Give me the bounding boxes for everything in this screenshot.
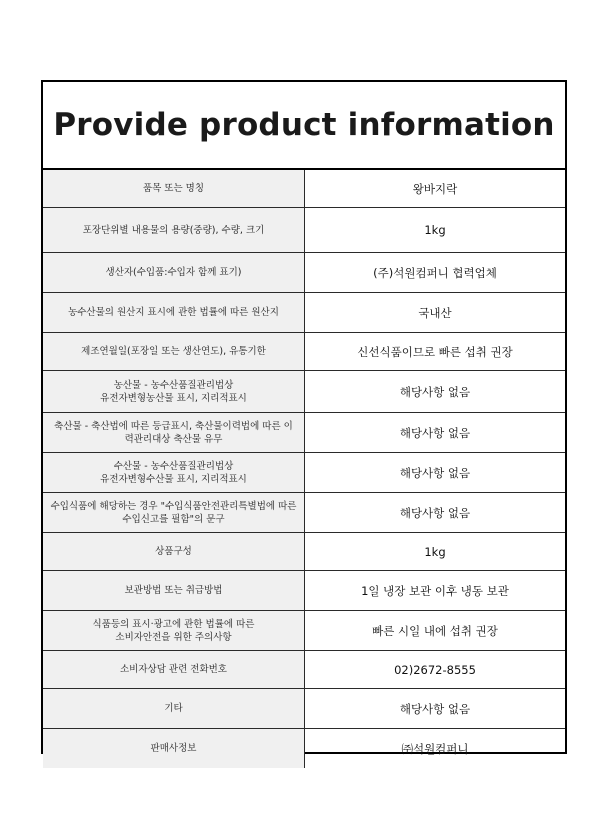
table-row — [43, 333, 565, 371]
row-value: 해당사항 없음 — [399, 701, 471, 716]
row-label-cell — [43, 533, 305, 570]
row-label-line: 수입식품에 해당하는 경우 "수입식품안전관리특별법에 따른 — [50, 500, 297, 512]
row-label-line: 수입신고를 필함"의 문구 — [122, 513, 225, 525]
table-row — [43, 729, 565, 768]
table-row — [43, 208, 565, 253]
row-label-cell — [43, 689, 305, 728]
row-label — [125, 584, 223, 597]
row-label — [54, 420, 293, 446]
row-label-line: 제조연월일(포장일 또는 생산연도), 유통기한 — [81, 346, 266, 357]
row-value: 해당사항 없음 — [399, 465, 471, 480]
row-label-cell — [43, 293, 305, 332]
row-value: 1일 냉장 보관 이후 냉동 보관 — [361, 583, 509, 598]
row-label — [81, 345, 266, 358]
row-label — [83, 224, 265, 237]
table-row — [43, 371, 565, 413]
row-label — [51, 500, 297, 526]
row-label-line: 상품구성 — [155, 546, 192, 557]
page-title: Provide product information — [53, 107, 555, 143]
row-value: 1kg — [424, 544, 446, 559]
product-info-sheet — [41, 80, 567, 754]
row-value: 빠른 시일 내에 섭취 권장 — [372, 623, 498, 638]
row-value: 왕바지락 — [412, 181, 458, 196]
table-row — [43, 453, 565, 493]
row-label — [151, 742, 197, 755]
row-label-line: 기타 — [164, 703, 183, 714]
row-label — [155, 545, 192, 558]
row-value: 해당사항 없음 — [399, 384, 471, 399]
table-row — [43, 293, 565, 333]
row-label-cell — [43, 253, 305, 292]
table-row — [43, 493, 565, 533]
table-row — [43, 651, 565, 689]
table-row — [43, 533, 565, 571]
row-label-line: 포장단위별 내용물의 용량(중량), 수량, 크기 — [82, 224, 265, 236]
row-label-line: 소비자상담 관련 전화번호 — [120, 664, 227, 675]
info-table — [43, 170, 565, 768]
row-label-line: 수산물 - 농수산품질관리법상 — [113, 460, 234, 472]
row-value: 신선식품이므로 빠른 섭취 권장 — [357, 344, 513, 359]
row-label-line: 농수산물의 원산지 표시에 관한 법률에 따른 원산지 — [68, 307, 279, 318]
row-label — [164, 702, 182, 715]
row-label — [93, 618, 255, 644]
row-label-cell — [43, 371, 305, 412]
row-label-line: 유전자변형농산물 표시, 지리적표시 — [100, 392, 247, 404]
row-value: 해당사항 없음 — [399, 505, 471, 520]
row-value: 02)2672-8555 — [394, 662, 476, 677]
table-row — [43, 611, 565, 651]
row-label-line: 판매사정보 — [150, 743, 197, 754]
row-label-cell — [43, 651, 305, 688]
row-label-cell — [43, 333, 305, 370]
row-label-line: 축산물 - 축산법에 따른 등급표시, 축산물이력법에 따른 이 — [54, 420, 293, 432]
table-row — [43, 571, 565, 611]
row-value: ㈜석원컴퍼니 — [401, 741, 469, 756]
row-label-cell — [43, 729, 305, 768]
row-label-line: 보관방법 또는 취급방법 — [124, 585, 223, 596]
row-label-line: 력관리대상 축산물 유무 — [124, 433, 223, 445]
row-label-cell — [43, 208, 305, 252]
table-row — [43, 170, 565, 208]
row-label-line: 생산자(수입품:수입자 함께 표기) — [105, 267, 242, 278]
row-value: 1kg — [424, 223, 446, 237]
row-label — [100, 379, 247, 405]
row-label-line: 농산물 - 농수산품질관리법상 — [113, 379, 234, 391]
row-label-cell — [43, 571, 305, 610]
row-label — [100, 460, 247, 486]
table-row — [43, 253, 565, 293]
row-label — [106, 266, 242, 279]
row-label — [120, 663, 227, 676]
row-value: 국내산 — [418, 305, 452, 320]
row-label-line: 식품등의 표시·광고에 관한 법률에 따른 — [92, 618, 255, 630]
row-value: 해당사항 없음 — [399, 425, 471, 440]
title-box — [43, 82, 565, 170]
row-label-cell — [43, 170, 305, 207]
row-label-cell — [43, 453, 305, 492]
row-value: (주)석원컴퍼니 협력업체 — [373, 265, 497, 280]
row-label-cell — [43, 611, 305, 650]
row-label-line: 품목 또는 명칭 — [142, 183, 205, 194]
row-label-line: 유전자변형수산물 표시, 지리적표시 — [100, 473, 247, 485]
row-label — [143, 182, 204, 195]
table-row — [43, 413, 565, 453]
table-row — [43, 689, 565, 729]
row-label-cell — [43, 413, 305, 452]
row-label-line: 소비자안전을 위한 주의사항 — [115, 631, 232, 643]
row-label-cell — [43, 493, 305, 532]
row-label — [68, 306, 279, 319]
